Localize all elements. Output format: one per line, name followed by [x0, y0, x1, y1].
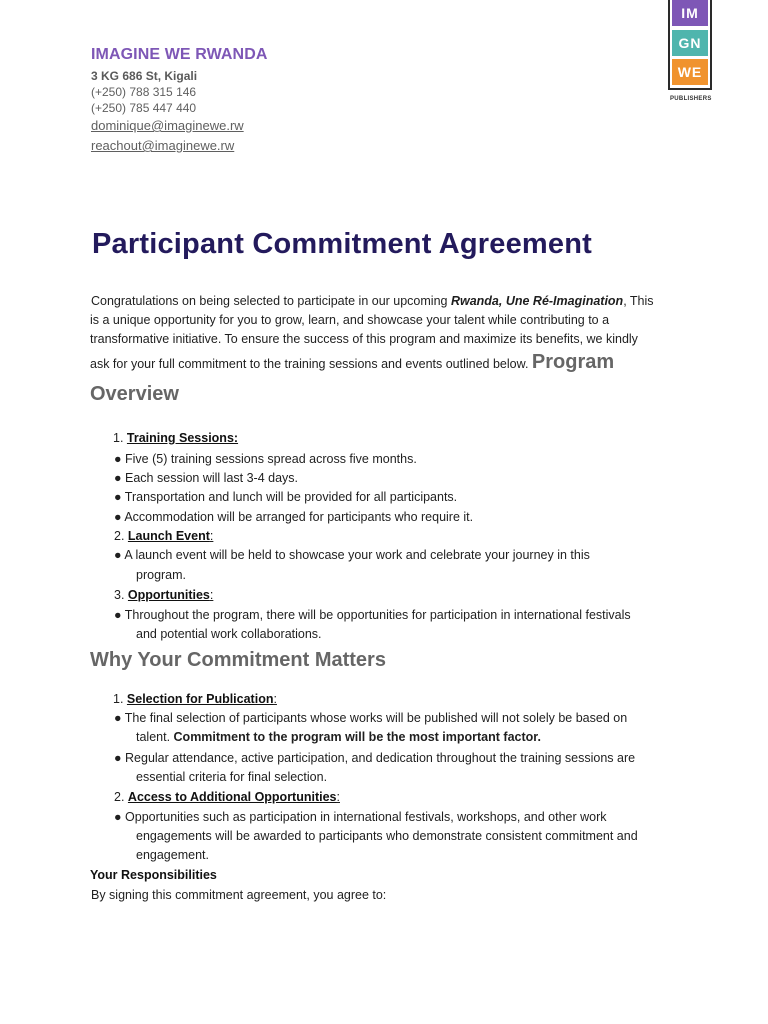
list-number: 2.	[114, 529, 125, 543]
why-commitment-heading: Why Your Commitment Matters	[90, 649, 386, 671]
list-number: 1.	[113, 431, 124, 445]
list-item-colon: :	[273, 692, 277, 706]
bullet-item: ● Throughout the program, there will be opportunities for participation in international festivals	[114, 608, 631, 622]
intro-text: , This	[623, 294, 654, 308]
list-item-title: Selection for Publication	[126, 692, 274, 706]
bullet-item: ● Opportunities such as participation in international festivals, workshops, and other work	[114, 810, 607, 824]
logo-block-teal: GN	[672, 30, 708, 56]
bullet-continuation	[136, 730, 541, 744]
bullet-continuation: program.	[136, 568, 187, 582]
list-number: 1.	[113, 692, 124, 706]
bullet-item: ● Accommodation will be arranged for participants who require it.	[114, 510, 474, 524]
bullet-continuation: engagement.	[136, 848, 209, 862]
logo-block-orange: WE	[672, 59, 708, 85]
list-item-colon: :	[209, 588, 214, 602]
intro-text: Congratulations on being selected to participate in our upcoming	[91, 294, 451, 308]
intro-line-3: transformative initiative. To ensure the success of this program and maximize its benefits, we kindly	[90, 332, 638, 346]
bullet-item: ● Transportation and lunch will be provided for all participants.	[114, 490, 458, 504]
overview-item-1	[113, 431, 238, 445]
address: 3 KG 686 St, Kigali	[91, 69, 198, 83]
phone-number-1: (+250) 788 315 146	[91, 85, 197, 99]
responsibilities-heading: Your Responsibilities	[90, 868, 217, 882]
email-link-2[interactable]: reachout@imaginewe.rw	[91, 138, 235, 153]
overview-item-3	[114, 588, 213, 602]
bullet-text: talent.	[136, 730, 174, 744]
responsibilities-lead: By signing this commitment agreement, you agree to:	[91, 888, 387, 902]
list-item-colon: :	[209, 529, 214, 543]
bullet-continuation: and potential work collaborations.	[136, 627, 322, 641]
list-item-title: Opportunities	[127, 588, 210, 602]
intro-paragraph	[90, 292, 690, 374]
bullet-continuation: essential criteria for final selection.	[136, 770, 328, 784]
list-number: 2.	[114, 790, 125, 804]
bullet-item: ● Regular attendance, active participation, and dedication throughout the training sessions are	[114, 751, 636, 765]
program-name: Rwanda, Une Ré-Imagination	[450, 294, 624, 308]
program-overview-heading-cont: Overview	[90, 383, 179, 405]
intro-line-4	[90, 353, 690, 374]
bullet-item: ● Each session will last 3-4 days.	[114, 471, 299, 485]
email-link-1[interactable]: dominique@imaginewe.rw	[91, 118, 244, 133]
emphasis-text: Commitment to the program will be the most important factor.	[173, 730, 541, 744]
list-number: 3.	[114, 588, 125, 602]
bullet-item: ● Five (5) training sessions spread across five months.	[114, 452, 417, 466]
program-overview-heading: Program	[531, 351, 615, 373]
organization-name: IMAGINE WE RWANDA	[91, 46, 268, 63]
bullet-item: ● A launch event will be held to showcase your work and celebrate your journey in this	[114, 548, 590, 562]
publisher-logo	[668, 0, 712, 90]
overview-item-2	[114, 529, 213, 543]
why-item-1	[113, 692, 277, 706]
logo-block-purple: IM	[672, 0, 708, 26]
list-item-title: Training Sessions:	[126, 431, 239, 445]
list-item-title: Launch Event	[127, 529, 210, 543]
bullet-item: ● The final selection of participants whose works will be published will not solely be based on	[114, 711, 628, 725]
document-title: Participant Commitment Agreement	[92, 228, 593, 260]
intro-line-1	[90, 292, 690, 311]
why-item-2	[114, 790, 340, 804]
bullet-continuation: engagements will be awarded to participants who demonstrate consistent commitment and	[136, 829, 638, 843]
list-item-colon: :	[336, 790, 340, 804]
list-item-title: Access to Additional Opportunities	[127, 790, 337, 804]
intro-line-2: is a unique opportunity for you to grow, learn, and showcase your talent while contributing to a	[90, 313, 610, 327]
phone-number-2: (+250) 785 447 440	[91, 101, 197, 115]
intro-text: ask for your full commitment to the training sessions and events outlined below.	[90, 357, 532, 371]
logo-caption: PUBLISHERS	[670, 96, 712, 102]
